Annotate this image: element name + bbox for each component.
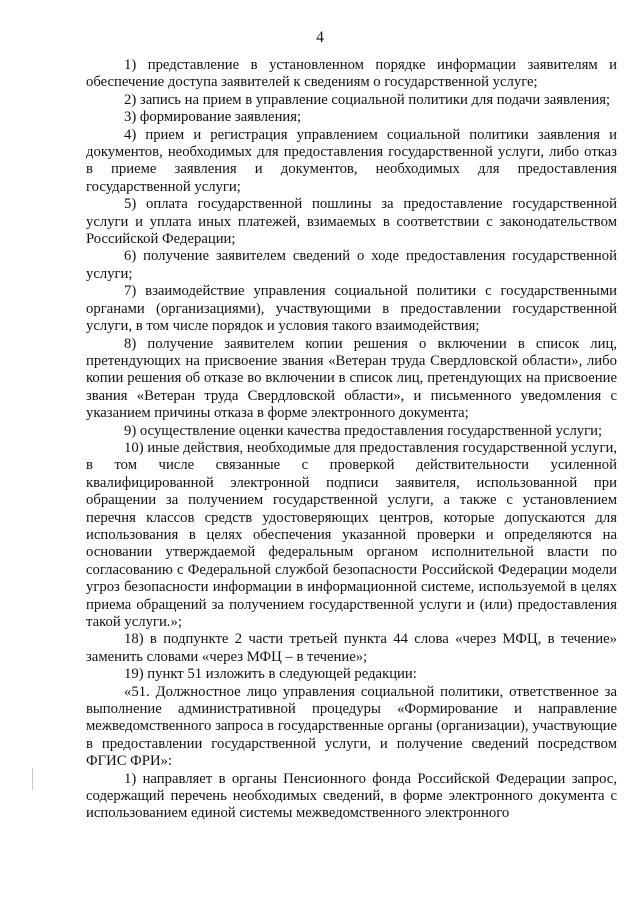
paragraph-item-3: 3) формирование заявления;	[124, 109, 302, 126]
paragraph-item-4: 4) прием и регистрация управлением социальной политики заявления и документов, необходимых для предоставления государственной услуги, либо отказ в приеме заявления и документов, необходимых для предоставления государственной услуги;	[86, 126, 617, 195]
paragraph-item-8: 8) получение заявителем копии решения о включении в список лиц, претендующих на присвоение звания «Ветеран труда Свердловской области», либо копии решения об отказе во включении в список лиц, претендующих на присвоение звания «Ветеран труда Свердловской области», и письменного уведомления с указанием причины отказа в форме электронного документа;	[86, 335, 617, 422]
paragraph-item-5: 5) оплата государственной пошлины за предоставление государственной услуги и уплата иных платежей, взимаемых в соответствии с законодательством Российской Федерации;	[86, 196, 617, 248]
paragraph-item-9: 9) осуществление оценки качества предоставления государственной услуги;	[124, 422, 603, 439]
paragraph-item-10: 10) иные действия, необходимые для предоставления государственной услуги, в том числе связанные с проверкой действительности усиленной квалифицированной электронной подписи заявителя, использованной при обращении за получением государственной услуги, а также с установлением перечня классов средств удостоверяющих центров, которые допускаются для использования в целях обеспечения указанной проверки и определяются на основании утверждаемой федеральным органом исполнительной власти по согласованию с Федеральной службой безопасности Российской Федерации модели угроз безопасности информации в информационной системе, используемой в целях приема обращений за получением государственной услуги и (или) предоставления такой услуги.»;	[86, 439, 617, 630]
paragraph-point-51: «51. Должностное лицо управления социальной политики, ответственное за выполнение административной процедуры «Формирование и направление межведомственного запроса в государственные органы (организации), участвующие в предоставлении государственной услуги, и получение сведений посредством ФГИС ФРИ»:	[86, 683, 617, 770]
paragraph-amendment-19: 19) пункт 51 изложить в следующей редакции:	[124, 666, 417, 683]
document-body	[86, 57, 617, 823]
page-number: 4	[316, 29, 324, 46]
paragraph-item-6: 6) получение заявителем сведений о ходе предоставления государственной услуги;	[86, 248, 617, 282]
paragraph-point-51-item-1: 1) направляет в органы Пенсионного фонда Российской Федерации запрос, содержащий перечень необходимых сведений, в форме электронного документа с использованием единой системы межведомственного электронного	[86, 770, 617, 822]
margin-scan-mark	[32, 768, 33, 790]
paragraph-amendment-18: 18) в подпункте 2 части третьей пункта 44 слова «через МФЦ, в течение» заменить словами «через МФЦ – в течение»;	[86, 631, 617, 665]
paragraph-item-7: 7) взаимодействие управления социальной политики с государственными органами (организациями), участвующими в предоставлении государственной услуги, в том числе порядок и условия такого взаимодействия;	[86, 283, 617, 335]
paragraph-item-2: 2) запись на прием в управление социальной политики для подачи заявления;	[124, 91, 611, 108]
paragraph-item-1: 1) представление в установленном порядке информации заявителям и обеспечение доступа заявителей к сведениям о государственной услуге;	[86, 57, 617, 91]
